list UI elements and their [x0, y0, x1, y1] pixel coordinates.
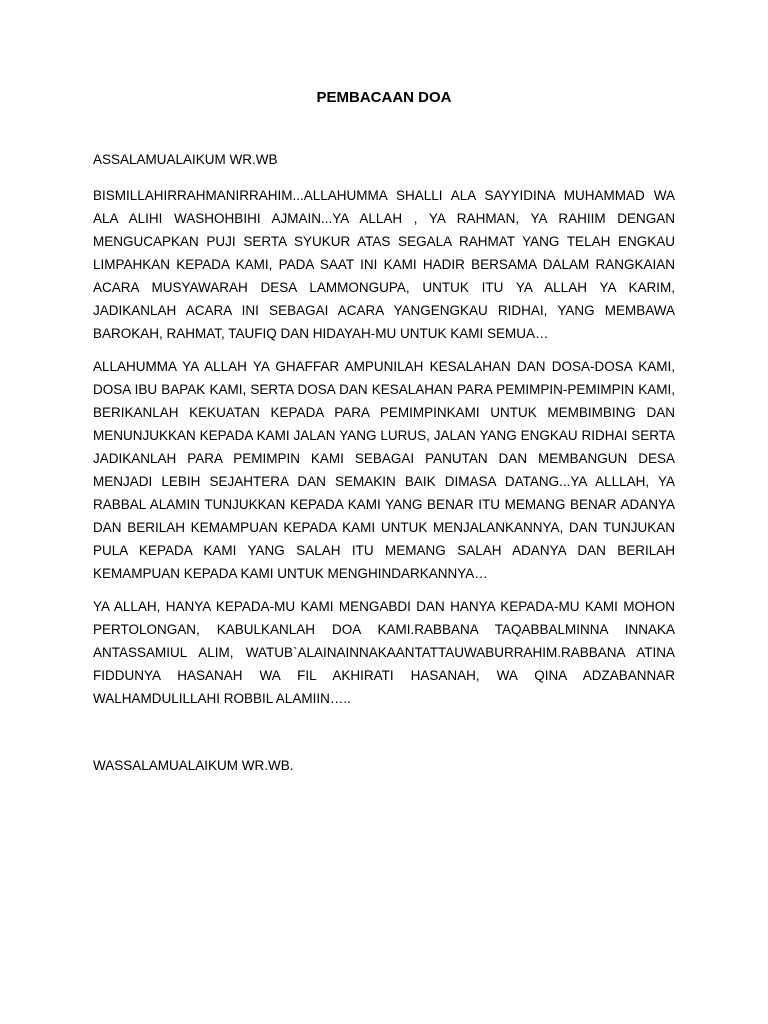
greeting-paragraph: ASSALAMUALAIKUM WR.WB	[93, 152, 278, 167]
closing-prayer-paragraph: YA ALLAH, HANYA KEPADA-MU KAMI MENGABDI DAN HANYA KEPADA-MU KAMI MOHON PERTOLONGAN, KABULKANLAH DOA KAMI.RABBANA TAQABBALMINNA INNAKA ANTASSAMIUL ALIM, WATUB`ALAINAINNAKAANTATTAUWABURRAHIM.RABBANA ATINA FIDDUNYA HASANAH WA FIL AKHIRATI HASANAH, WA QINA ADZABANNAR WALHAMDULILLAHI ROBBIL ALAMIIN…..	[93, 599, 675, 706]
farewell-paragraph: WASSALAMUALAIKUM WR.WB.	[93, 758, 294, 773]
forgiveness-prayer-paragraph: ALLAHUMMA YA ALLAH YA GHAFFAR AMPUNILAH KESALAHAN DAN DOSA-DOSA KAMI, DOSA IBU BAPAK KAMI, SERTA DOSA DAN KESALAHAN PARA PEMIMPIN-PEMIMPIN KAMI, BERIKANLAH KEKUATAN KEPADA PARA PEMIMPINKAMI UNTUK MEMBIMBING DAN MENUNJUKKAN KEPADA KAMI JALAN YANG LURUS, JALAN YANG ENGKAU RIDHAI SERTA JADIKANLAH PARA PEMIMPIN KAMI SEBAGAI PANUTAN DAN MEMBANGUN DESA MENJADI LEBIH SEJAHTERA DAN SEMAKIN BAIK DIMASA DATANG...YA ALLLAH, YA RABBAL ALAMIN TUNJUKKAN KEPADA KAMI YANG BENAR ITU MEMANG BENAR ADANYA DAN BERILAH KEMAMPUAN KEPADA KAMI UNTUK MENJALANKANNYA, DAN TUNJUKAN PULA KEPADA KAMI YANG SALAH ITU MEMANG SALAH ADANYA DAN BERILAH KEMAMPUAN KEPADA KAMI UNTUK MENGHINDARKANNYA…	[93, 359, 675, 581]
document-title: PEMBACAAN DOA	[316, 89, 452, 106]
document-page	[93, 88, 675, 787]
opening-prayer-paragraph: BISMILLAHIRRAHMANIRRAHIM...ALLAHUMMA SHALLI ALA SAYYIDINA MUHAMMAD WA ALA ALIHI WASHOHBIHI AJMAIN...YA ALLAH , YA RAHMAN, YA RAHIIM DENGAN MENGUCAPKAN PUJI SERTA SYUKUR ATAS SEGALA RAHMAT YANG TELAH ENGKAU LIMPAHKAN KEPADA KAMI, PADA SAAT INI KAMI HADIR BERSAMA DALAM RANGKAIAN ACARA MUSYAWARAH DESA LAMMONGUPA, UNTUK ITU YA ALLAH YA KARIM, JADIKANLAH ACARA INI SEBAGAI ACARA YANGENGKAU RIDHAI, YANG MEMBAWA BAROKAH, RAHMAT, TAUFIQ DAN HIDAYAH-MU UNTUK KAMI SEMUA…	[93, 188, 675, 341]
